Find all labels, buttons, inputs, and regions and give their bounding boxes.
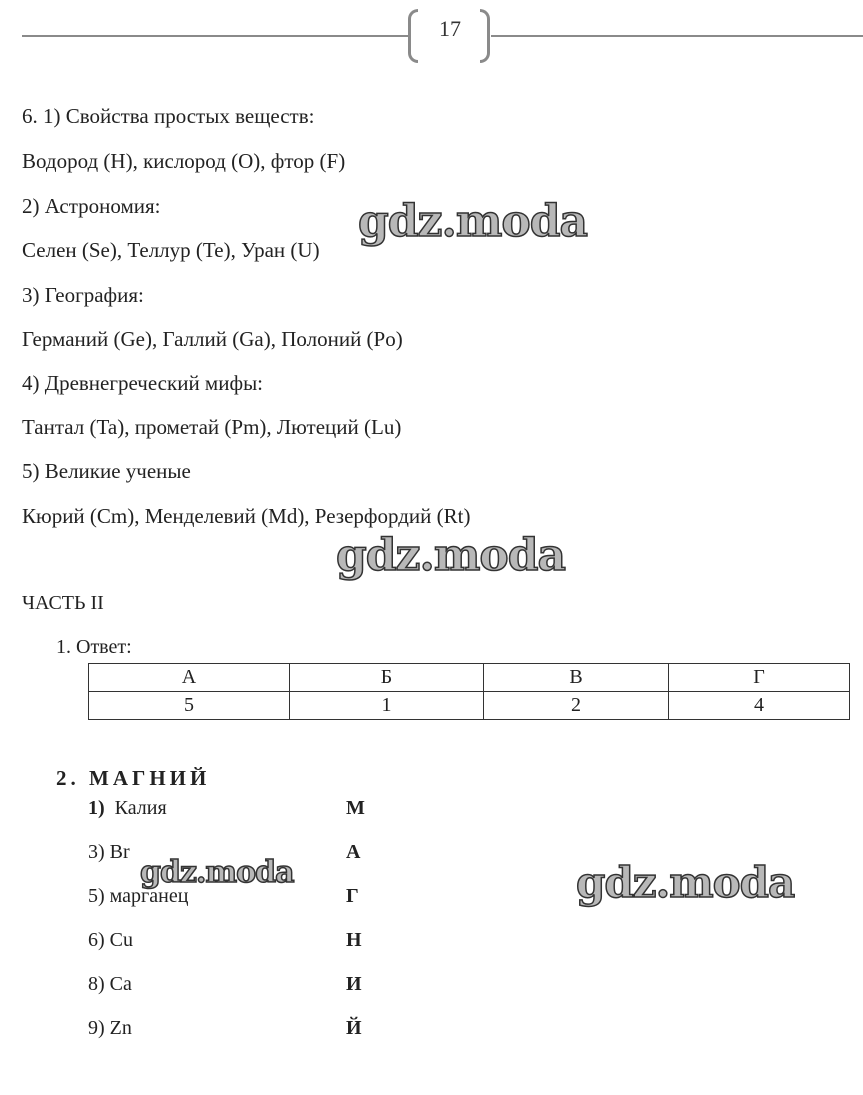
- task6-heading: 6. 1) Свойства простых веществ:: [22, 104, 315, 128]
- page-number-bracket-left: [408, 9, 418, 63]
- list-item-text: 8) Ca: [88, 973, 132, 995]
- table-cell: 5: [89, 692, 290, 720]
- page-number-bracket-right: [480, 9, 490, 63]
- list-item-letter: М: [346, 797, 365, 819]
- list-item-text: 3) Br: [88, 841, 130, 863]
- table-cell: 4: [669, 692, 850, 720]
- part-title: ЧАСТЬ II: [22, 592, 104, 614]
- table-cell: 1: [290, 692, 484, 720]
- list-item-letter: Г: [346, 885, 359, 907]
- watermark: gdz.moda: [358, 196, 588, 247]
- table-row: [89, 664, 850, 692]
- task6-line: 4) Древнегреческий мифы:: [22, 371, 264, 395]
- table-header-cell: А: [89, 664, 290, 692]
- list-item-number: 1): [88, 797, 105, 819]
- header-rule-right: [491, 35, 863, 37]
- list-item-text: 6) Cu: [88, 929, 133, 951]
- question-2-title: 2. МАГНИЙ: [56, 766, 211, 790]
- watermark: gdz.moda: [140, 855, 294, 890]
- list-item-letter: Й: [346, 1017, 362, 1039]
- task6-line: Германий (Ge), Галлий (Ga), Полоний (Po): [22, 327, 403, 351]
- table-cell: 2: [484, 692, 669, 720]
- header-rule-left: [22, 35, 410, 37]
- list-item-text: 5) марганец: [88, 885, 189, 907]
- task6-line: Тантал (Ta), прометай (Pm), Лютеций (Lu): [22, 415, 402, 439]
- question-1-label: 1. Ответ:: [56, 636, 132, 658]
- table-header-cell: Г: [669, 664, 850, 692]
- watermark: gdz.moda: [576, 858, 795, 907]
- list-item-text: Калия: [114, 797, 167, 819]
- task6-line: 5) Великие ученые: [22, 459, 191, 483]
- table-row: [89, 692, 850, 720]
- task6-line: Водород (H), кислород (O), фтор (F): [22, 149, 346, 173]
- page-number: 17: [439, 16, 461, 41]
- table-header-cell: В: [484, 664, 669, 692]
- list-item-text: 9) Zn: [88, 1017, 132, 1039]
- watermark: gdz.moda: [336, 530, 566, 581]
- answer-table: [88, 663, 850, 720]
- list-item: [88, 797, 167, 820]
- task6-line: 2) Астрономия:: [22, 194, 161, 218]
- table-header-cell: Б: [290, 664, 484, 692]
- list-item-letter: Н: [346, 929, 362, 951]
- list-item-letter: И: [346, 973, 362, 995]
- task6-line: Кюрий (Cm), Менделевий (Md), Резерфордий (Rt): [22, 504, 471, 528]
- list-item-letter: А: [346, 841, 361, 863]
- task6-line: Селен (Se), Теллур (Te), Уран (U): [22, 238, 320, 262]
- task6-line: 3) География:: [22, 283, 144, 307]
